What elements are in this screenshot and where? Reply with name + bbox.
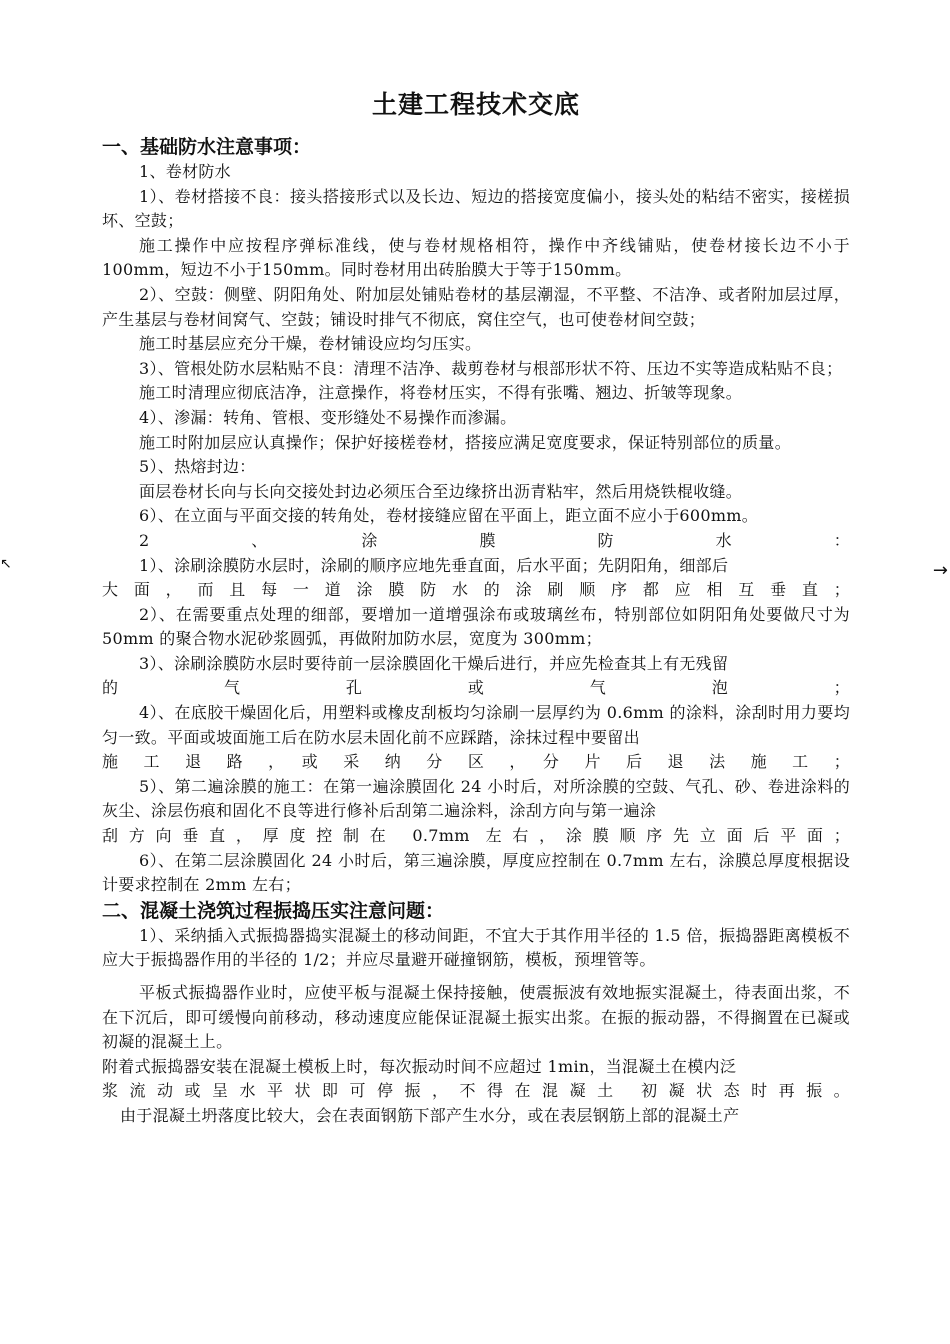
paragraph: 大面，而且每一道涂膜防水的涂刷顺序都应相互垂直； — [102, 580, 850, 600]
section1-sub1: 1、卷材防水 — [139, 162, 231, 181]
paragraph: 1）、采纳插入式振捣器捣实混凝土的移动间距，不宜大于其作用半径的 1.5 倍，振捣器距离模板不应大于振捣器作用的半径的 1/2；并应尽量避开碰撞钢筋，模板，预埋管等。 — [102, 925, 850, 970]
paragraph: 施工时清理应彻底洁净，注意操作，将卷材压实，不得有张嘴、翘边、折皱等现象。 — [139, 383, 743, 403]
document-page — [102, 88, 850, 1129]
paragraph: 5）、热熔封边： — [139, 457, 256, 477]
paragraph: 施工时基层应充分干燥，卷材铺设应均匀压实。 — [139, 334, 482, 354]
paragraph: 2）、在需要重点处理的细部，要增加一道增强涂布或玻璃丝布，特别部位如阴阳角处要做尺寸为 50mm 的聚合物水泥砂浆圆弧，再做附加防水层，宽度为 300mm； — [102, 604, 850, 649]
paragraph: 的 气 孔 或 气 泡 ； — [102, 678, 850, 698]
paragraph: 3）、涂刷涂膜防水层时要待前一层涂膜固化干燥后进行，并应先检查其上有无残留 — [139, 653, 729, 673]
section1-sub2: 2 、 涂 膜 防 水 ： — [139, 530, 850, 550]
paragraph: 施工操作中应按程序弹标准线，使与卷材规格相符，操作中齐线铺贴，使卷材接长边不小于100mm，短边不小于150mm。同时卷材用出砖胎膜大于等于150mm。 — [102, 235, 850, 280]
section2-heading: 二、混凝土浇筑过程振捣压实注意问题： — [102, 899, 445, 922]
paragraph: 由于混凝土坍落度比较大，会在表面钢筋下部产生水分，或在表层钢筋上部的混凝土产 — [120, 1105, 740, 1125]
right-arrow-icon: → — [932, 560, 948, 581]
paragraph: 浆流动或呈水平状即可停振，不得在混凝土 初凝状态时再振。 — [102, 1081, 850, 1101]
paragraph: 4）、渗漏：转角、管根、变形缝处不易操作而渗漏。 — [139, 407, 517, 427]
paragraph: 6）、在第二层涂膜固化 24 小时后，第三遍涂膜，厚度应控制在 0.7mm 左右，涂膜总厚度根据设计要求控制在 2mm 左右； — [102, 850, 850, 895]
paragraph: 2）、空鼓：侧壁、阴阳角处、附加层处铺贴卷材的基层潮湿，不平整、不洁净、或者附加层过厚，产生基层与卷材间窝气、空鼓；铺设时排气不彻底，窝住空气，也可使卷材间空鼓； — [102, 284, 850, 329]
paragraph: 4）、在底胶干燥固化后，用塑料或橡皮刮板均匀涂刷一层厚约为 0.6mm 的涂料，涂刮时用力要均匀一致。平面或坡面施工后在防水层未固化前不应踩踏，涂抹过程中要留出 — [102, 703, 850, 747]
paragraph: 刮方向垂直，厚度控制在 0.7mm 左右，涂膜顺序先立面后平面； — [102, 826, 850, 846]
paragraph: 施工时附加层应认真操作；保护好接槎卷材，搭接应满足宽度要求，保证特别部位的质量。 — [139, 432, 792, 452]
paragraph: 5）、第二遍涂膜的施工：在第一遍涂膜固化 24 小时后，对所涂膜的空鼓、气孔、砂、卷进涂料的灰尘、涂层伤痕和固化不良等进行修补后刮第二遍涂料，涂刮方向与第一遍涂 — [102, 776, 850, 821]
paragraph: 面层卷材长向与长向交接处封边必须压合至边缘挤出沥青粘牢，然后用烧铁棍收缝。 — [139, 481, 743, 501]
paragraph: 平板式振捣器作业时，应使平板与混凝土保持接触，使震振波有效地振实混凝土，待表面出浆，不在下沉后，即可缓慢向前移动，移动速度应能保证混凝土振实出浆。在振的振动器，不得搁置在已凝或初凝的混凝土上。 — [102, 983, 850, 1052]
paragraph: 施 工 退 路 ， 或 采 纳 分 区 ， 分 片 后 退 法 施 工 ； — [102, 752, 850, 772]
cursor-mark-icon: ↖ — [0, 556, 12, 572]
paragraph: 1）、涂刷涂膜防水层时，涂刷的顺序应地先垂直面，后水平面；先阴阳角，细部后 — [139, 555, 729, 575]
paragraph: 3）、管根处防水层粘贴不良：清理不洁净、裁剪卷材与根部形状不符、压边不实等造成粘贴不良； — [139, 358, 843, 378]
paragraph: 1）、卷材搭接不良：接头搭接形式以及长边、短边的搭接宽度偏小，接头处的粘结不密实，接槎损坏、空鼓； — [102, 186, 850, 231]
paragraph: 附着式振捣器安装在混凝土模板上时，每次振动时间不应超过 1min，当混凝土在模内泛 — [102, 1056, 737, 1076]
paragraph: 6）、在立面与平面交接的转角处，卷材接缝应留在平面上，距立面不应小于600mm。 — [139, 506, 759, 526]
section1-heading: 一、基础防水注意事项： — [102, 136, 312, 158]
document-title: 土建工程技术交底 — [371, 90, 580, 119]
